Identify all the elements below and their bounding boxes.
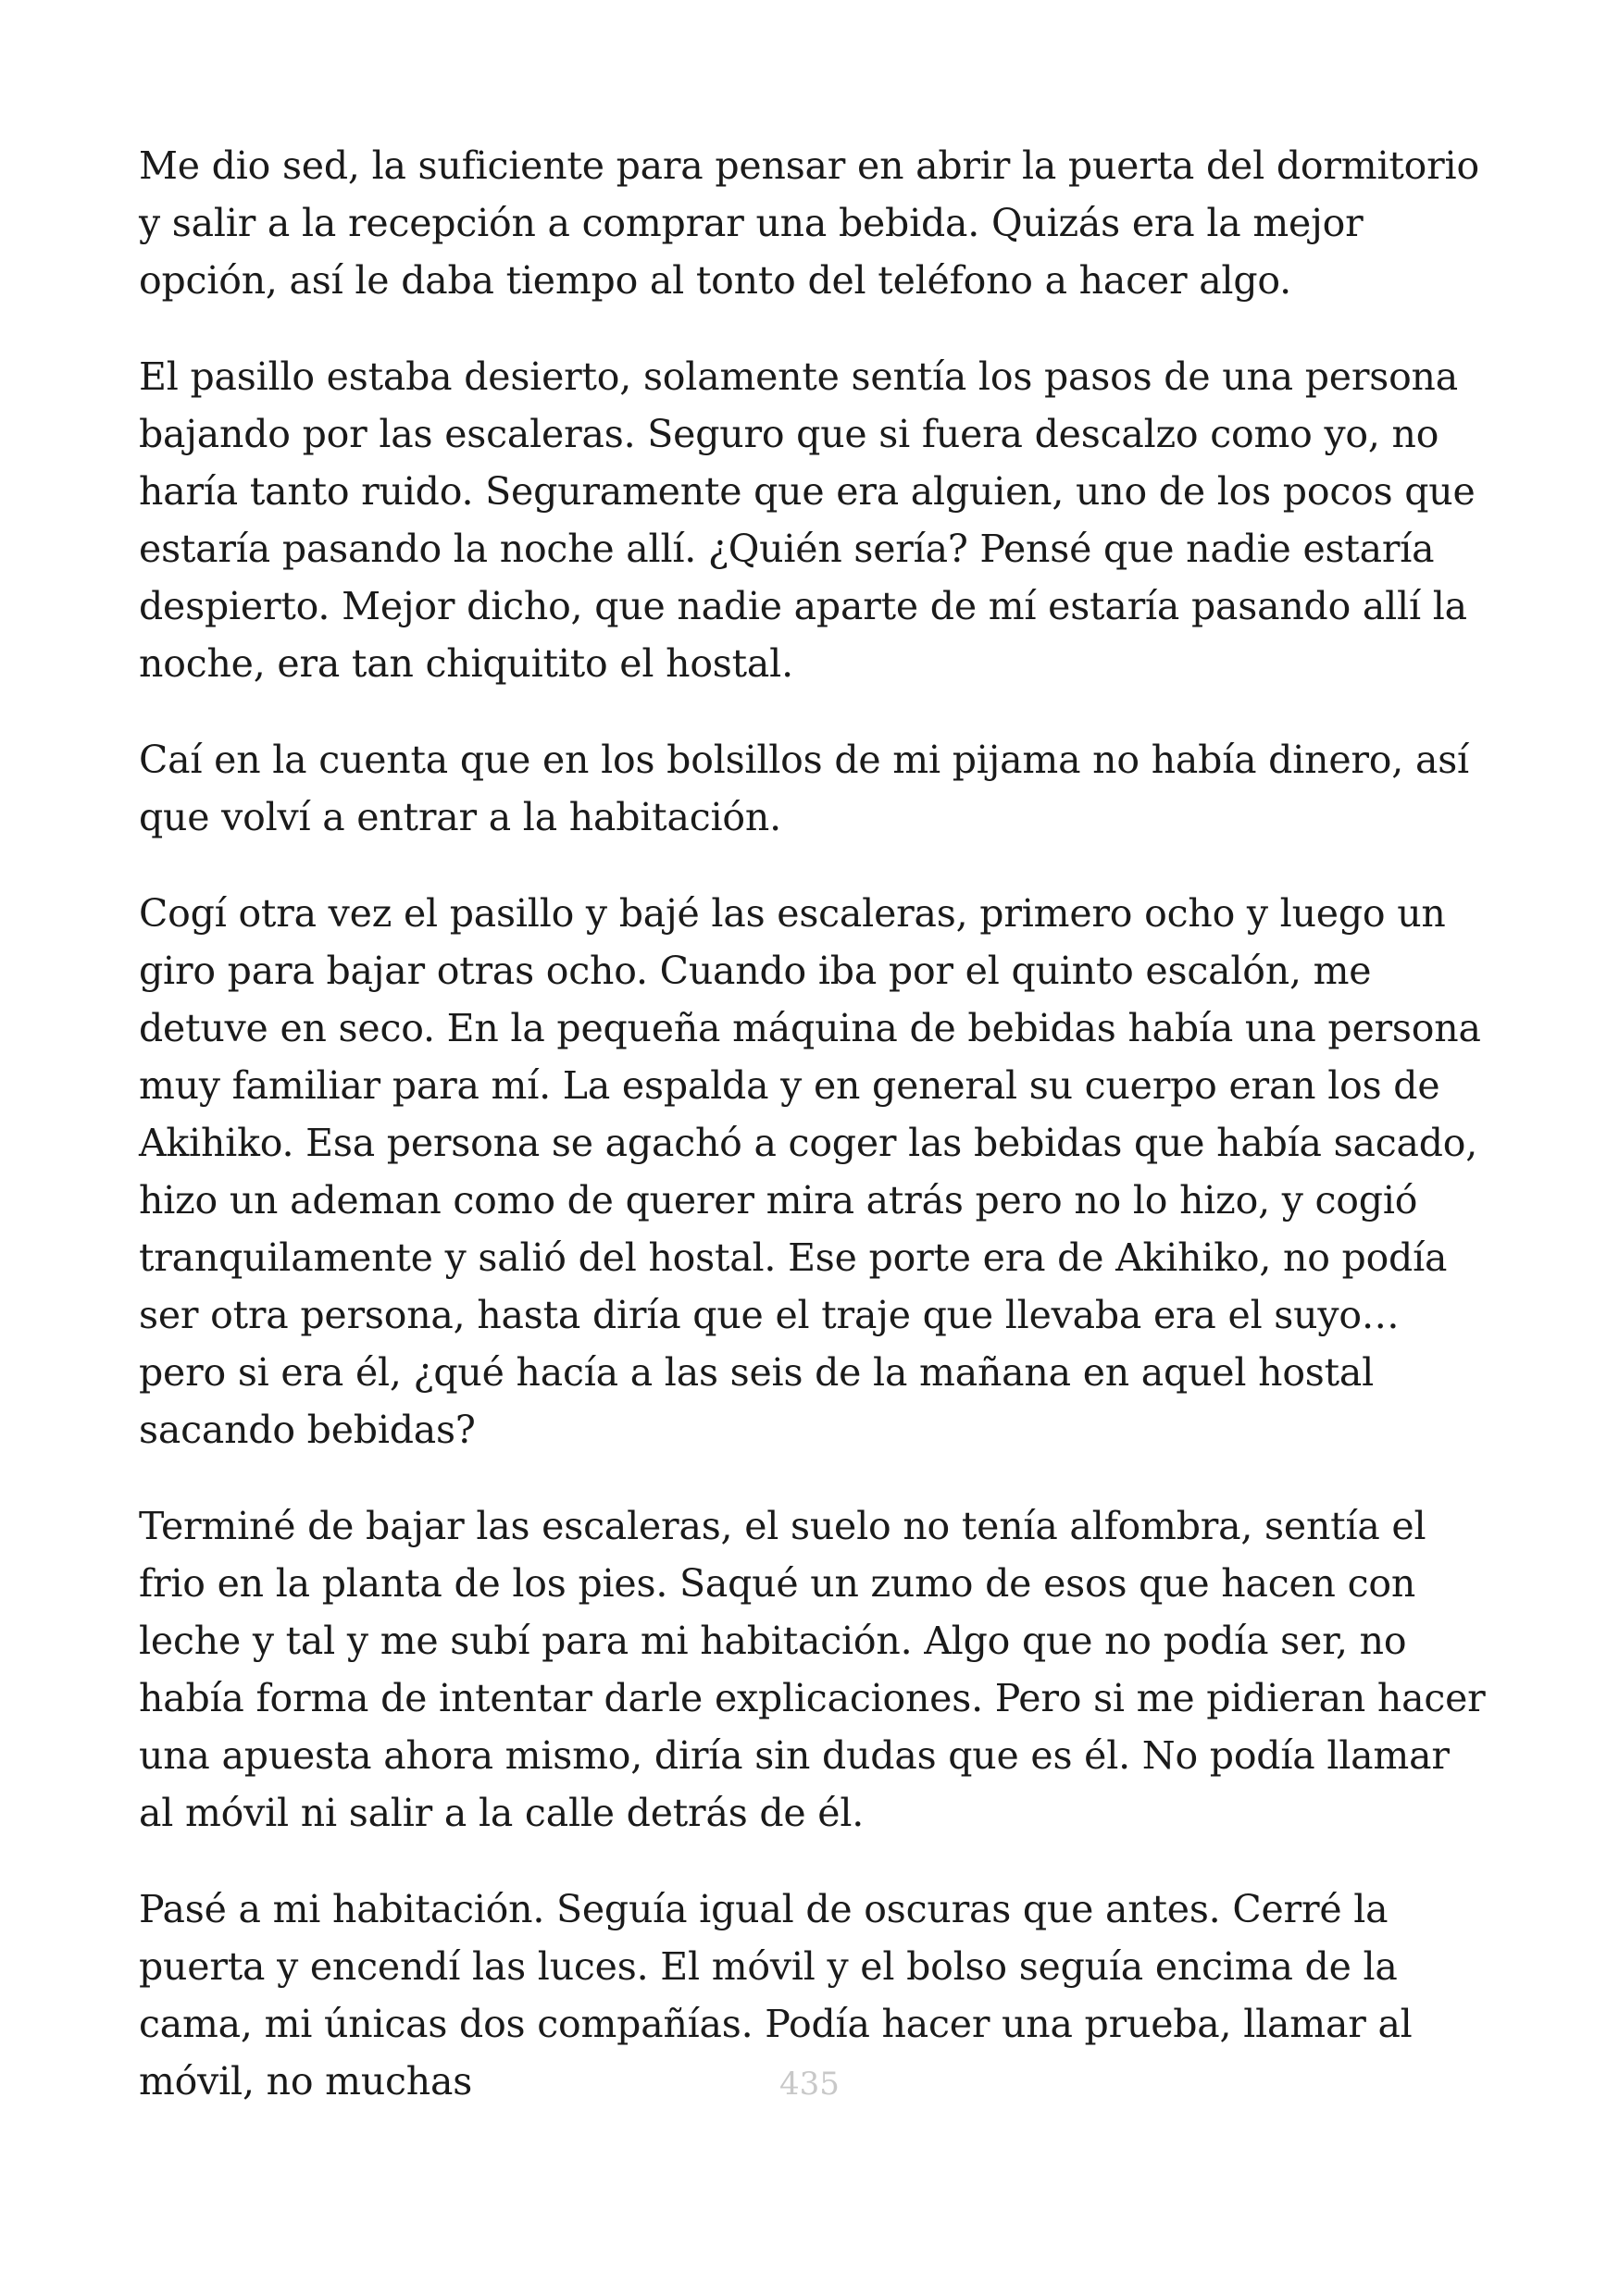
paragraph: Terminé de bajar las escaleras, el suelo no tenía alfombra, sentía el frio en la planta de los pies. Saqué un zumo de esos que hacen con leche y tal y me subí para mi habitación. Algo que no podía ser, no había forma de intentar darle explicaciones. Pero si me pidieran hacer una apuesta ahora mismo, diría sin dudas que es él. No podía llamar al móvil ni salir a la calle detrás de él.	[139, 1504, 1486, 1835]
paragraph: Me dio sed, la suficiente para pensar en abrir la puerta del dormitorio y salir a la recepción a comprar una bebida. Quizás era la mejor opción, así le daba tiempo al tonto del teléfono a hacer algo.	[139, 143, 1479, 303]
paragraph: Cogí otra vez el pasillo y bajé las escaleras, primero ocho y luego un giro para bajar otras ocho. Cuando iba por el quinto escalón, me detuve en seco. En la pequeña máquina de bebidas había una persona muy familiar para mí. La espalda y en general su cuerpo eran los de Akihiko. Esa persona se agachó a coger las bebidas que había sacado, hizo un ademan como de querer mira atrás pero no lo hizo, y cogió tranquilamente y salió del hostal. Ese porte era de Akihiko, no podía ser otra persona, hasta diría que el traje que llevaba era el suyo… pero si era él, ¿qué hacía a las seis de la mañana en aquel hostal sacando bebidas?	[139, 891, 1481, 1452]
paragraph: Pasé a mi habitación. Seguía igual de oscuras que antes. Cerré la puerta y encendí las luces. El móvil y el bolso seguía encima de la cama, mi únicas dos compañías. Podía hacer una prueba, llamar al móvil, no muchas	[139, 1887, 1413, 2104]
paragraph: Caí en la cuenta que en los bolsillos de mi pijama no había dinero, así que volví a entrar a la habitación.	[139, 738, 1469, 839]
paragraph: El pasillo estaba desierto, solamente sentía los pasos de una persona bajando por las escaleras. Seguro que si fuera descalzo como yo, no haría tanto ruido. Seguramente que era alguien, uno de los pocos que estaría pasando la noche allí. ¿Quién sería? Pensé que nadie estaría despierto. Mejor dicho, que nadie aparte de mí estaría pasando allí la noche, era tan chiquitito el hostal.	[139, 354, 1476, 686]
page-number: 435	[779, 2066, 840, 2103]
page-body	[139, 137, 1490, 2149]
